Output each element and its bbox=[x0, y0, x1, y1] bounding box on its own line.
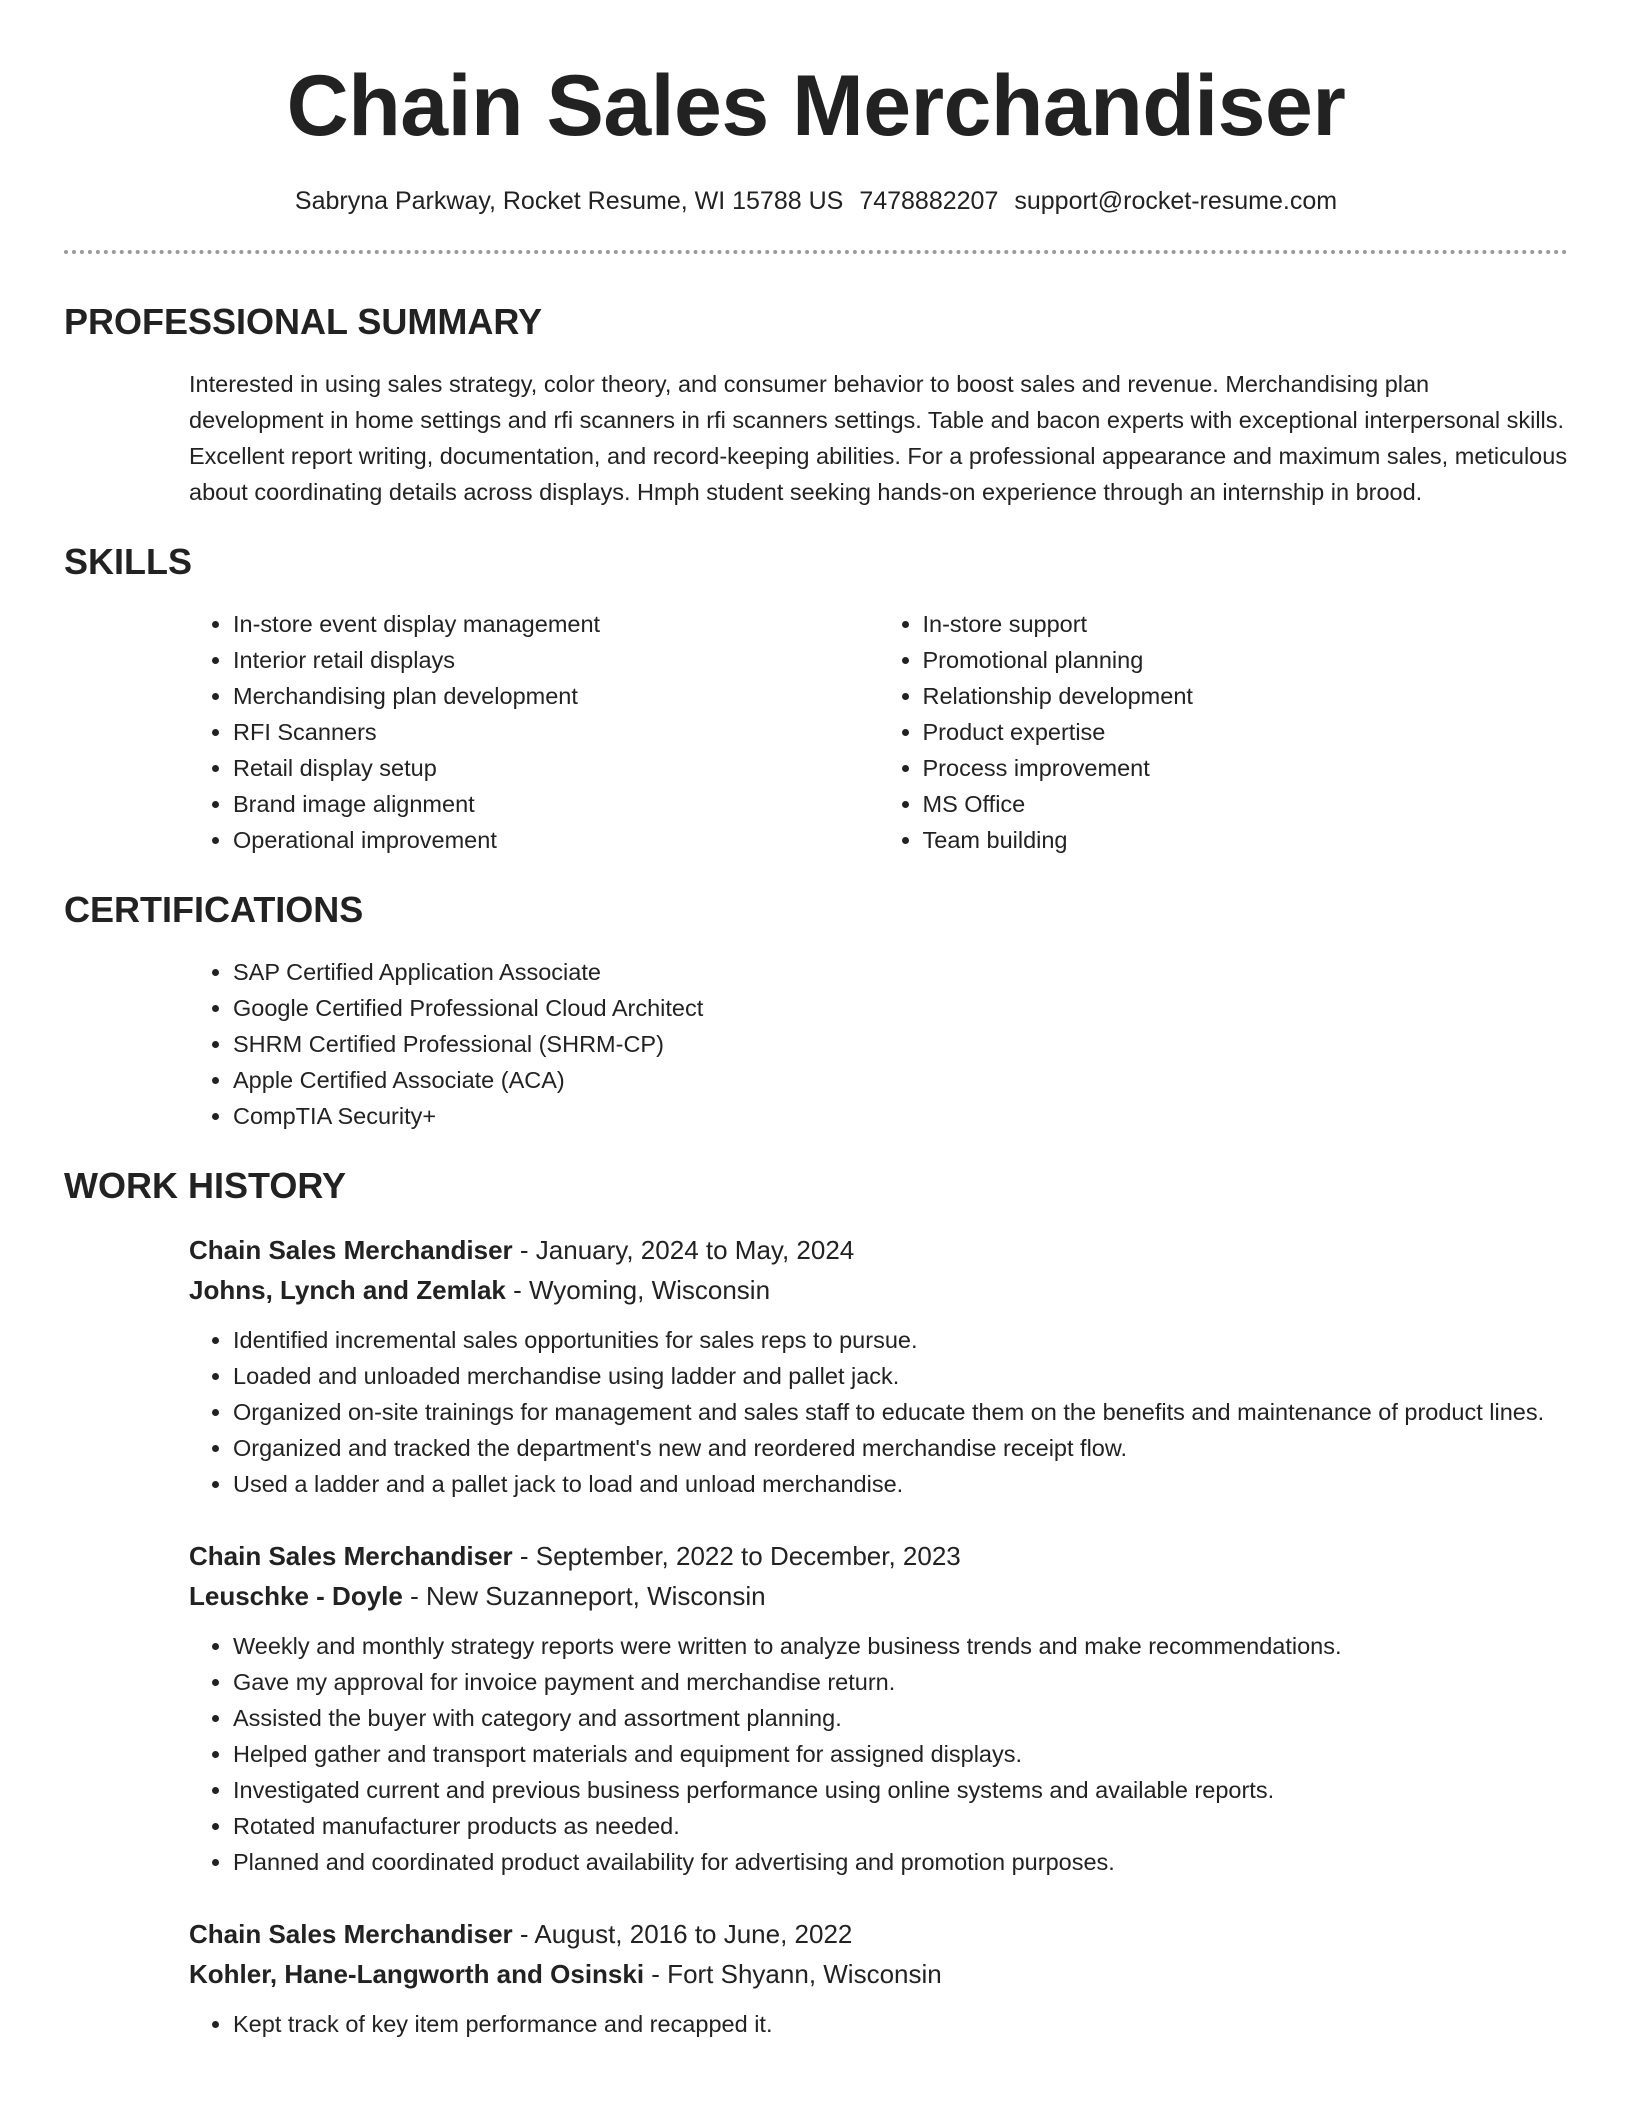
job-bullet: • Identified incremental sales opportunities for sales reps to pursue. bbox=[233, 1322, 1568, 1358]
job-location: - New Suzanneport, Wisconsin bbox=[402, 1581, 766, 1611]
summary-text: Interested in using sales strategy, color theory, and consumer behavior to boost sales and revenue. Merchandising plan development in home settings and rfi scanners in rfi scanners settings. Table and bacon experts with exceptional interpersonal skills. Excellent report writing, documentation, and record-keeping abilities. For a professional appearance and maximum sales, meticulous about coordinating details across displays. Hmph student seeking hands-on experience through an internship in brood. bbox=[189, 371, 1568, 505]
section-title-summary: PROFESSIONAL SUMMARY bbox=[64, 301, 543, 342]
job-bullets bbox=[189, 1322, 1568, 1502]
job-title-line bbox=[189, 1914, 1568, 1954]
job-dates: - September, 2022 to December, 2023 bbox=[512, 1541, 961, 1571]
skill-item: • Merchandising plan development bbox=[233, 678, 879, 714]
job-role: Chain Sales Merchandiser bbox=[189, 1919, 513, 1949]
section-title-skills: SKILLS bbox=[64, 541, 193, 582]
job-bullets bbox=[189, 2006, 1568, 2042]
job-bullet: • Organized on-site trainings for management and sales staff to educate them on the benefits and maintenance of product lines. bbox=[233, 1394, 1568, 1430]
job-bullet: • Loaded and unloaded merchandise using ladder and pallet jack. bbox=[233, 1358, 1568, 1394]
skill-item: • MS Office bbox=[923, 786, 1569, 822]
section-title-work-history: WORK HISTORY bbox=[64, 1165, 347, 1206]
header-divider bbox=[64, 250, 1568, 254]
job-dates: - August, 2016 to June, 2022 bbox=[512, 1919, 853, 1949]
skill-item: • Operational improvement bbox=[233, 822, 879, 858]
job-entry bbox=[64, 1230, 1568, 1502]
job-bullet: • Rotated manufacturer products as needed. bbox=[233, 1808, 1568, 1844]
job-entry bbox=[64, 1914, 1568, 2042]
job-role: Chain Sales Merchandiser bbox=[189, 1541, 513, 1571]
job-company-line bbox=[189, 1954, 1568, 1994]
skill-item: • Team building bbox=[923, 822, 1569, 858]
contact-phone: 7478882207 bbox=[859, 187, 999, 215]
job-bullet: • Planned and coordinated product availability for advertising and promotion purposes. bbox=[233, 1844, 1568, 1880]
job-entry bbox=[64, 1536, 1568, 1880]
job-bullet: • Helped gather and transport materials and equipment for assigned displays. bbox=[233, 1736, 1568, 1772]
job-dates: - January, 2024 to May, 2024 bbox=[512, 1235, 855, 1265]
job-bullet: • Weekly and monthly strategy reports were written to analyze business trends and make recommendations. bbox=[233, 1628, 1568, 1664]
job-location: - Fort Shyann, Wisconsin bbox=[644, 1959, 942, 1989]
job-bullet: • Used a ladder and a pallet jack to load and unload merchandise. bbox=[233, 1466, 1568, 1502]
skill-item: • In-store support bbox=[923, 606, 1569, 642]
skills-list bbox=[64, 606, 1568, 858]
certification-item: • Apple Certified Associate (ACA) bbox=[233, 1062, 1568, 1098]
skill-item: • Relationship development bbox=[923, 678, 1569, 714]
certifications-list bbox=[64, 954, 1568, 1134]
contact-email: support@rocket-resume.com bbox=[1014, 187, 1338, 215]
contact-line bbox=[64, 184, 1568, 218]
certification-item: • SHRM Certified Professional (SHRM-CP) bbox=[233, 1026, 1568, 1062]
skill-item: • Brand image alignment bbox=[233, 786, 879, 822]
job-company-line bbox=[189, 1576, 1568, 1616]
job-role: Chain Sales Merchandiser bbox=[189, 1235, 513, 1265]
skills-column-left bbox=[189, 606, 879, 858]
job-bullet: • Investigated current and previous business performance using online systems and available reports. bbox=[233, 1772, 1568, 1808]
certifications-bullets bbox=[189, 954, 1568, 1134]
skill-item: • Interior retail displays bbox=[233, 642, 879, 678]
skill-item: • In-store event display management bbox=[233, 606, 879, 642]
job-bullet: • Kept track of key item performance and recapped it. bbox=[233, 2006, 1568, 2042]
certification-item: • Google Certified Professional Cloud Architect bbox=[233, 990, 1568, 1026]
certification-item: • SAP Certified Application Associate bbox=[233, 954, 1568, 990]
skill-item: • Retail display setup bbox=[233, 750, 879, 786]
job-company: Leuschke - Doyle bbox=[189, 1581, 403, 1611]
job-company: Johns, Lynch and Zemlak bbox=[189, 1275, 506, 1305]
job-bullets bbox=[189, 1628, 1568, 1880]
job-title-line bbox=[189, 1230, 1568, 1270]
skill-item: • Process improvement bbox=[923, 750, 1569, 786]
resume-name: Chain Sales Merchandiser bbox=[286, 58, 1346, 154]
skill-item: • Promotional planning bbox=[923, 642, 1569, 678]
skill-item: • RFI Scanners bbox=[233, 714, 879, 750]
skill-item: • Product expertise bbox=[923, 714, 1569, 750]
certification-item: • CompTIA Security+ bbox=[233, 1098, 1568, 1134]
job-bullet: • Assisted the buyer with category and assortment planning. bbox=[233, 1700, 1568, 1736]
job-company: Kohler, Hane-Langworth and Osinski bbox=[189, 1959, 645, 1989]
skills-column-right bbox=[879, 606, 1569, 858]
section-title-certifications: CERTIFICATIONS bbox=[64, 889, 364, 930]
job-bullet: • Organized and tracked the department's new and reordered merchandise receipt flow. bbox=[233, 1430, 1568, 1466]
contact-address: Sabryna Parkway, Rocket Resume, WI 15788 US bbox=[294, 187, 844, 215]
job-title-line bbox=[189, 1536, 1568, 1576]
job-bullet: • Gave my approval for invoice payment and merchandise return. bbox=[233, 1664, 1568, 1700]
job-company-line bbox=[189, 1270, 1568, 1310]
job-location: - Wyoming, Wisconsin bbox=[505, 1275, 771, 1305]
